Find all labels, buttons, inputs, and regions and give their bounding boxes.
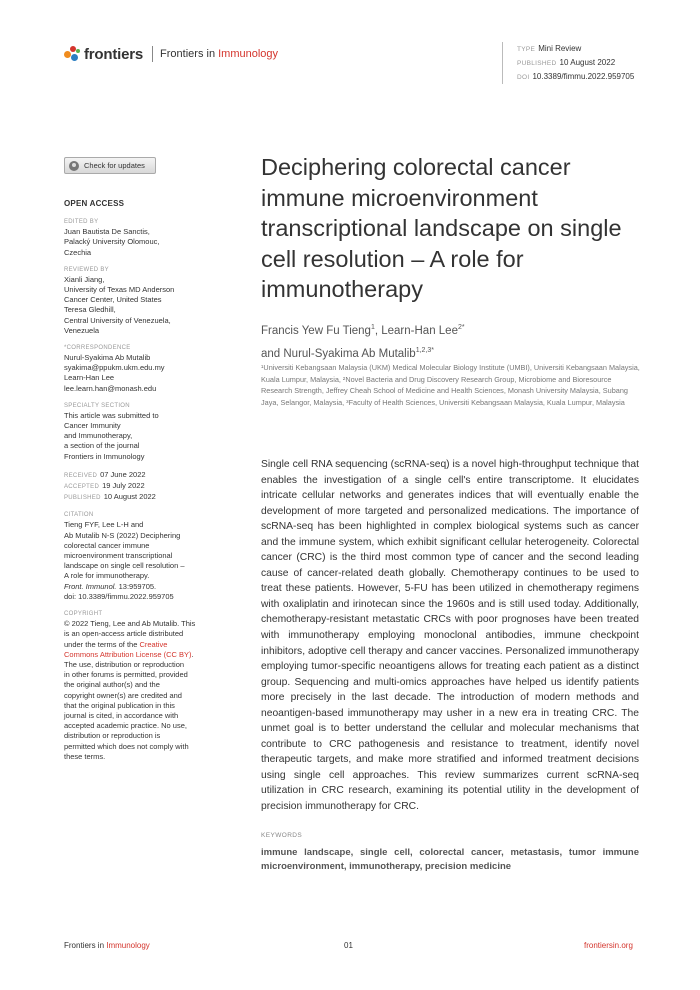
logo-divider — [152, 46, 153, 62]
correspondence-section: *CORRESPONDENCE Nurul-Syakima Ab Mutalib syakima@ppukm.ukm.edu.my Learn-Han Lee lee.learn.han@monash.edu — [64, 344, 216, 394]
keywords-label: KEYWORDS — [261, 832, 303, 839]
journal-accent: Immunology — [218, 48, 279, 60]
author-name[interactable]: Learn-Han Lee — [381, 324, 458, 337]
keywords: immune landscape, single cell, colorectal cancer, metastasis, tumor immune microenvironment, immunotherapy, precision medicine — [261, 847, 639, 872]
email-link[interactable]: lee.learn.han@monash.edu — [64, 383, 157, 393]
edited-by-section: EDITED BY Juan Bautista De Sanctis, Palacký University Olomouc, Czechia — [64, 219, 160, 257]
page-number: 01 — [344, 941, 353, 950]
received-date: RECEIVED 07 June 2022 — [64, 469, 146, 479]
author-name[interactable]: Francis Yew Fu Tieng — [261, 324, 371, 337]
journal-name — [160, 48, 278, 60]
specialty-section: SPECIALTY SECTION This article was submitted to Cancer Immunity and Immunotherapy, a section of the journal Frontiers in Immunology — [64, 402, 159, 461]
license-link[interactable]: Commons Attribution License (CC BY) — [64, 649, 192, 659]
author-name[interactable]: and Nurul-Syakima Ab Mutalib — [261, 347, 416, 360]
dates-section — [64, 470, 216, 504]
frontiers-logo-icon — [64, 46, 80, 62]
author-list: Francis Yew Fu Tieng$^1$, Learn-Han Lee$^{2*}$ and Nurul-Syakima Ab Mutalib$^{1,2,3*}$ — [261, 324, 465, 360]
footer-site-link[interactable]: frontiersin.org — [584, 941, 633, 950]
check-for-updates-button[interactable] — [64, 157, 156, 174]
meta-doi[interactable]: DOI 10.3389/fimmu.2022.959705 — [517, 72, 635, 81]
open-access-label: OPEN ACCESS — [64, 199, 125, 208]
sidebar — [64, 199, 216, 770]
citation-section: CITATION Tieng FYF, Lee L-H and Ab Mutalib N-S (2022) Deciphering colorectal cancer immune microenvironment transcriptional landscape on single cell resolution – A role for immunotherapy. Front. Immunol. 13:959705. doi: 10.3389/fimmu.2022.959705 — [64, 511, 216, 602]
meta-published: PUBLISHED 10 August 2022 — [517, 58, 616, 67]
article-meta — [502, 42, 634, 84]
reviewed-by-section: REVIEWED BY Xianli Jiang, University of Texas MD Anderson Cancer Center, United States Teresa Gledhill, Central University of Venezuela, Venezuela — [64, 266, 175, 335]
published-date: PUBLISHED 10 August 2022 — [64, 492, 156, 502]
check-updates-label: Check for updates — [84, 161, 145, 170]
abstract: Single cell RNA sequencing (scRNA-seq) is a novel high-throughput technique that enables the investigation of a single cell's entire transcriptome. It elucidates intricate cellular networks and generates indices that will eventually enable the development of more targeted and personalized medications. The importance of scRNA-seq has been highlighted in complex biological systems such as cancer and the immune system, which exhibit significant cellular heterogeneity. Colorectal cancer (CRC) is the third most common type of cancer and the second leading cause of cancer-related death globally. Chemotherapy continues to be used to treat these patients. However, 5-FU has been utilized in chemotherapy regimens with oxaliplatin and irinotecan since the 1960s and is still used today. Additionally, chemotherapy-resistant metastatic CRCs with poor prognoses have been treated with immunotherapy employing monoclonal antibodies, immune checkpoint inhibitors, adoptive cell therapy and cancer vaccines. Personalized immunotherapy employing tumor-specific neoantigens allows for treating each patient as a distinct group. Sequencing and multi-omics approaches have helped us identify patients more precisely in the last decade. The introduction of modern methods and neoantigen-based immunotherapy may usher in a new era in treating CRC. The unmet goal is to better understand the cellular and molecular mechanisms that contribute to CRC pathogenesis and resistance to treatment, identify novel therapeutic targets, and make more stratified and informed treatment decisions using single cell approaches. This review summarizes current scRNA-seq utilization in CRC research, examining its potential utility in the development of precision immunotherapy for CRC. — [261, 459, 639, 813]
email-link[interactable]: syakima@ppukm.ukm.edu.my — [64, 363, 165, 373]
license-link[interactable]: Creative — [139, 639, 168, 649]
check-updates-icon — [69, 161, 79, 171]
logo-wordmark: frontiers — [84, 45, 144, 63]
journal-prefix: Frontiers in — [160, 48, 219, 60]
affiliations: ¹Universiti Kebangsaan Malaysia (UKM) Medical Molecular Biology Institute (UMBI), Universiti Kebangsaan Malaysia, Kuala Lumpur, Malaysia, ²Novel Bacteria and Drug Discovery Research Group, Microbiome and Bioresource Research Strength, Jeffrey Cheah School of Medicine and Health Sciences, Monash University Malaysia, Subang Jaya, Selangor, Malaysia, ³Faculty of Health Sciences, Universiti Kebangsaan Malaysia, Kuala Lumpur, Malaysia — [261, 363, 640, 407]
meta-type: TYPE Mini Review — [517, 44, 582, 53]
article-title: Deciphering colorectal cancer immune microenvironment transcriptional landscape on single cell resolution – A role for immunotherapy — [261, 154, 622, 302]
frontiers-logo[interactable] — [64, 44, 278, 64]
citation-doi[interactable]: doi: 10.3389/fimmu.2022.959705 — [64, 591, 174, 601]
footer-journal: Frontiers in Immunology — [64, 941, 150, 950]
accepted-date: ACCEPTED 19 July 2022 — [64, 481, 145, 491]
copyright-section: COPYRIGHT © 2022 Tieng, Lee and Ab Mutalib. This is an open-access article distributed under the terms of the Creative Commons Attribution License (CC BY). The use, distribution or reproduction in other forums is permitted, provided the original author(s) and the copyright owner(s) are credited and that the original publication in this journal is cited, in accordance with accepted academic practice. No use, distribution or reproduction is permitted which does not comply with these terms. — [64, 611, 196, 761]
